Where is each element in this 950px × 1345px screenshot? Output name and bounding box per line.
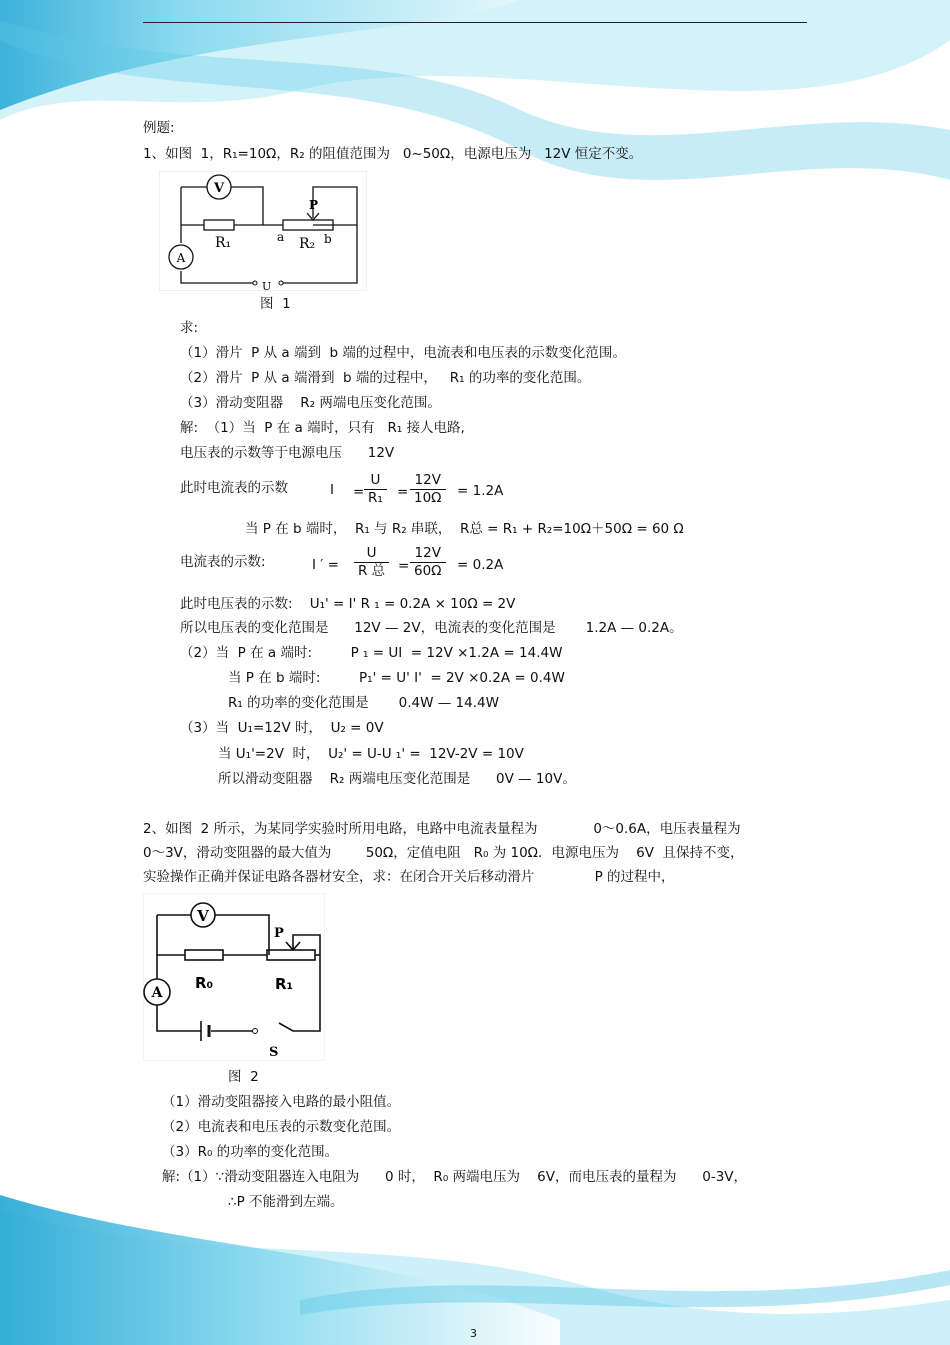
current-symbol: I (330, 482, 334, 498)
source-u-label: U (262, 280, 272, 291)
problem1-question3: （3）滑动变阻器 R₂ 两端电压变化范围。 (180, 395, 441, 411)
fraction-12v-over-60ohm (410, 545, 446, 580)
solution3-line1: （3）当 U₁=12V 时， U₂ = 0V (180, 720, 384, 736)
r2-label: R₂ (299, 236, 316, 252)
fraction-denominator: R 总 (358, 563, 386, 579)
ammeter-label: A (176, 251, 186, 265)
solution2b-line2: ∴P 不能滑到左端。 (228, 1194, 344, 1210)
voltmeter-label: V (197, 907, 209, 925)
equals-sign: = (398, 558, 410, 574)
problem2-line1: 2、如图 2 所示，为某同学实验时所用电路，电路中电流表量程为 0～0.6A，电压表量程为 (143, 821, 741, 837)
r0-label: R₀ (195, 974, 214, 992)
figure1-caption: 图 1 (260, 296, 291, 312)
current2-result: = 0.2A (457, 557, 504, 573)
current-label: 此时电流表的示数 (180, 480, 288, 496)
a-end-label: a (277, 230, 285, 244)
problem2-line2: 0～3V，滑动变阻器的最大值为 50Ω，定值电阻 R₀ 为 10Ω．电源电压为 6V 且保持不变， (143, 845, 744, 861)
solution2b-line1: 解:（1）∵滑动变阻器连入电阻为 0 时， R₀ 两端电压为 6V，而电压表的量程为 0-3V， (162, 1169, 748, 1185)
equals-sign: = (353, 484, 365, 500)
fraction-u-over-r1 (364, 472, 387, 507)
current-result: = 1.2A (457, 483, 504, 499)
page-number: 3 (470, 1327, 477, 1340)
switch-s-label: S (269, 1045, 279, 1060)
problem2-question3: （3）R₀ 的功率的变化范围。 (162, 1144, 339, 1160)
problem1-question2: （2）滑片 P 从 a 端滑到 b 端的过程中， R₁ 的功率的变化范围。 (180, 370, 591, 386)
solution1-voltage: 此时电压表的示数: U₁' = I' R ₁ = 0.2A × 10Ω = 2V (180, 596, 516, 612)
current2-symbol: I ′ = (312, 557, 339, 573)
problem1-question1: （1）滑片 P 从 a 端到 b 端的过程中，电流表和电压表的示数变化范围。 (180, 345, 626, 361)
problem1-intro: 1、如图 1，R₁=10Ω，R₂ 的阻值范围为 0~50Ω，电源电压为 12V 恒定不变。 (143, 146, 643, 162)
problem2-question1: （1）滑动变阻器接入电路的最小阻值。 (162, 1094, 401, 1110)
current2-label: 电流表的示数: (180, 554, 266, 570)
r1-label: R₁ (215, 235, 232, 251)
fraction-denominator: 60Ω (414, 563, 442, 579)
voltmeter-label: V (213, 181, 225, 196)
solution1-ranges: 所以电压表的变化范围是 12V — 2V，电流表的变化范围是 1.2A — 0.2A。 (180, 620, 683, 636)
fraction-numerator: 12V (410, 545, 446, 563)
solution1-line1: 解: （1）当 P 在 a 端时，只有 R₁ 接人电路, (180, 420, 465, 436)
figure2-caption: 图 2 (228, 1069, 259, 1085)
ammeter-label: A (151, 985, 163, 1001)
fraction-numerator: 12V (410, 472, 446, 490)
r1-label: R₁ (275, 975, 294, 993)
solution2-line2: 当 P 在 b 端时: P₁' = U' I' = 2V ×0.2A = 0.4W (228, 670, 565, 686)
problem1-ask: 求: (180, 320, 199, 336)
fraction-numerator: U (354, 545, 389, 563)
problem2-question2: （2）电流表和电压表的示数变化范围。 (162, 1119, 401, 1135)
solution1-series: 当 P 在 b 端时， R₁ 与 R₂ 串联， R总 = R₁ + R₂=10Ω＋50Ω = 60 Ω (245, 521, 684, 537)
equals-sign: = (397, 484, 409, 500)
solution1-line2: 电压表的示数等于电源电压 12V (180, 445, 395, 461)
problem2-line3: 实验操作正确并保证电路各器材安全，求：在闭合开关后移动滑片 P 的过程中， (143, 869, 675, 885)
slider-p-label: P (274, 926, 284, 941)
solution3-line3: 所以滑动变阻器 R₂ 两端电压变化范围是 0V — 10V。 (218, 771, 576, 787)
circuit-figure-1 (159, 171, 367, 291)
solution2-line3: R₁ 的功率的变化范围是 0.4W — 14.4W (228, 695, 499, 711)
circuit-figure-2 (143, 893, 325, 1061)
solution3-line2: 当 U₁'=2V 时， U₂' = U-U ₁' = 12V-2V = 10V (218, 746, 524, 762)
header-rule (143, 22, 807, 23)
fraction-12v-over-10ohm (410, 472, 446, 507)
slider-p-label: P (309, 198, 319, 212)
fraction-numerator: U (364, 472, 387, 490)
fraction-u-over-rtotal (354, 545, 389, 580)
fraction-denominator: 10Ω (414, 490, 442, 506)
example-heading: 例题: (143, 120, 175, 136)
fraction-denominator: R₁ (368, 490, 383, 506)
b-end-label: b (324, 232, 332, 246)
solution2-line1: （2）当 P 在 a 端时: P ₁ = UI = 12V ×1.2A = 14.4W (180, 645, 563, 661)
